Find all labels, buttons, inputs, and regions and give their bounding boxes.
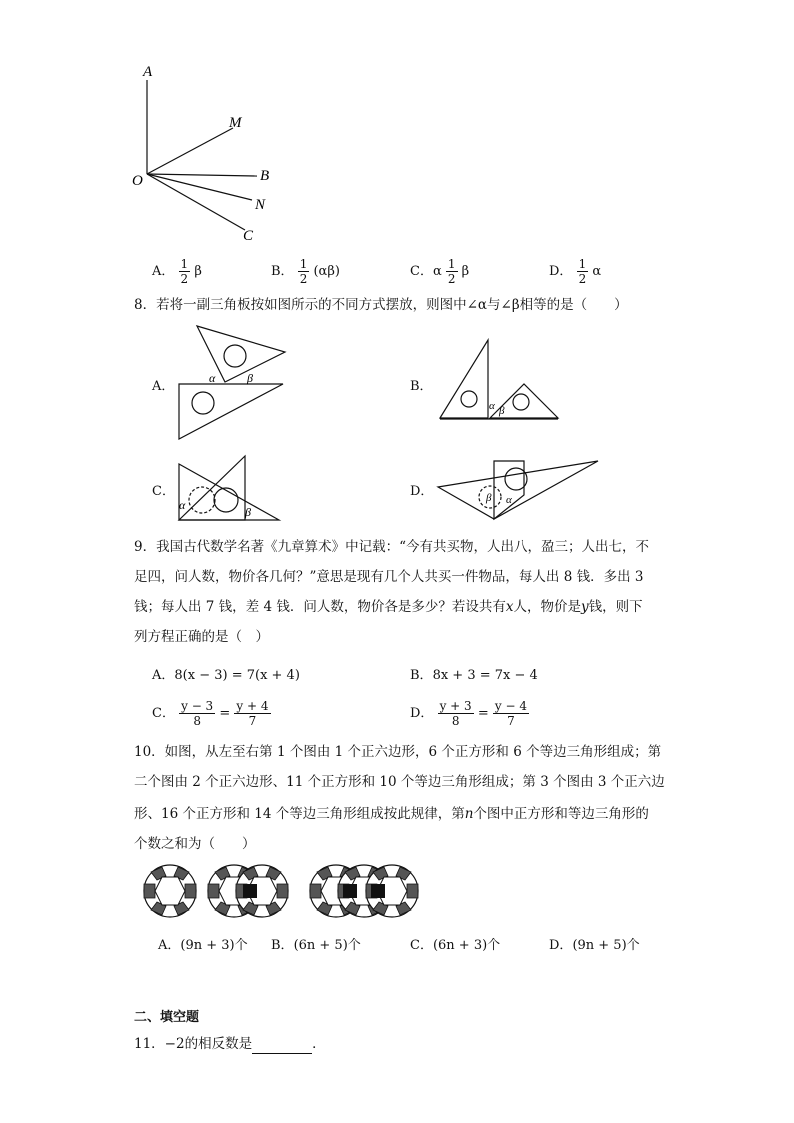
q10-line2: 二个图由 2 个正六边形、11 个正方形和 10 个等边三角形组成；第 3 个图由 3 个正六边 bbox=[134, 774, 665, 790]
beta-label: β bbox=[245, 505, 251, 519]
fraction: $\frac{1}{2}$ bbox=[447, 257, 456, 286]
option-tail: β bbox=[194, 264, 202, 279]
option-letter: D． bbox=[549, 264, 573, 279]
label-N: N bbox=[255, 197, 266, 213]
answer-blank[interactable] bbox=[252, 1039, 312, 1054]
option-letter: A． bbox=[152, 264, 175, 279]
q7-option-d[interactable] bbox=[549, 257, 601, 286]
option-lead: α bbox=[432, 264, 442, 279]
label-B: B bbox=[260, 168, 270, 184]
q11: 11．−2的相反数是 ． bbox=[134, 1036, 326, 1052]
q10-option-a[interactable]: A．(9n + 3)个 bbox=[158, 938, 248, 953]
q8-option-a-letter[interactable]: A． bbox=[152, 379, 175, 394]
q8-figure-b bbox=[436, 336, 561, 426]
q7-option-b[interactable] bbox=[271, 257, 340, 286]
fraction: $\frac{1}{2}$ bbox=[299, 257, 308, 286]
fraction: $\frac{1}{2}$ bbox=[578, 257, 587, 286]
alpha-label: α bbox=[209, 371, 216, 385]
q9-option-c[interactable]: C． $\frac{y - 3}{8}$ = $\frac{y + 4}{7}$ bbox=[152, 699, 269, 728]
q7-option-c[interactable] bbox=[410, 257, 469, 286]
angle-figure bbox=[125, 60, 285, 250]
hexagon-pattern-figure bbox=[140, 860, 430, 922]
q10-option-b[interactable]: B．(6n + 5)个 bbox=[271, 938, 361, 953]
alpha-label: α bbox=[179, 498, 186, 512]
q10-option-d[interactable]: D．(9n + 5)个 bbox=[549, 938, 640, 953]
option-tail: β bbox=[461, 264, 470, 279]
q10-line3: 形、16 个正方形和 14 个等边三角形组成按此规律，第n个图中正方形和等边三角形的 bbox=[134, 806, 649, 822]
q8-option-b-letter[interactable]: B． bbox=[410, 379, 433, 394]
q8-option-d-letter[interactable]: D． bbox=[410, 484, 434, 499]
q9-option-d[interactable]: D． $\frac{y + 3}{8}$ = $\frac{y - 4}{7}$ bbox=[410, 699, 527, 728]
label-M: M bbox=[229, 115, 242, 131]
option-letter: B． bbox=[271, 264, 294, 279]
q10-line1: 10．如图，从左至右第 1 个图由 1 个正六边形，6 个正方形和 6 个等边三角形组成；第 bbox=[134, 744, 662, 760]
beta-label: β bbox=[486, 492, 492, 504]
q8-figure-d bbox=[434, 455, 604, 525]
label-O: O bbox=[132, 173, 143, 189]
beta-label: β bbox=[247, 371, 253, 385]
q9-option-b[interactable]: B．8x + 3 = 7x − 4 bbox=[410, 668, 538, 683]
alpha-label: α bbox=[506, 494, 512, 506]
label-A: A bbox=[143, 64, 153, 80]
beta-label: β bbox=[499, 405, 505, 417]
q9-line3: 钱；每人出 7 钱，差 4 钱．问人数，物价各是多少？若设共有x人，物价是y钱，则下 bbox=[134, 599, 643, 615]
q9-line2: 足四，问人数，物价各几何？”意思是现有几个人共买一件物品，每人出 8 钱．多出 3 bbox=[134, 569, 644, 585]
fraction: $\frac{1}{2}$ bbox=[180, 257, 189, 286]
q10-line4: 个数之和为（ ） bbox=[134, 836, 256, 852]
q8-figure-c bbox=[175, 452, 285, 524]
q10-option-c[interactable]: C．(6n + 3)个 bbox=[410, 938, 501, 953]
option-letter: C． bbox=[410, 264, 433, 279]
alpha-label: α bbox=[489, 400, 495, 412]
option-tail: α bbox=[592, 264, 602, 279]
q9-line4: 列方程正确的是（ ） bbox=[134, 629, 269, 645]
q7-option-a[interactable] bbox=[152, 257, 202, 286]
q9-option-a[interactable]: A．8(x − 3) = 7(x + 4) bbox=[152, 668, 300, 683]
label-C: C bbox=[243, 228, 254, 244]
q9-line1: 9．我国古代数学名著《九章算术》中记载：“今有共买物，人出八，盈三；人出七，不 bbox=[134, 539, 649, 555]
q8-option-c-letter[interactable]: C． bbox=[152, 484, 175, 499]
q8-stem: 8．若将一副三角板按如图所示的不同方式摆放，则图中∠α与∠β相等的是（ ） bbox=[134, 297, 628, 313]
section-title: 二、填空题 bbox=[134, 1010, 200, 1025]
q8-figure-a bbox=[175, 322, 290, 442]
option-tail: (αβ) bbox=[313, 264, 340, 279]
